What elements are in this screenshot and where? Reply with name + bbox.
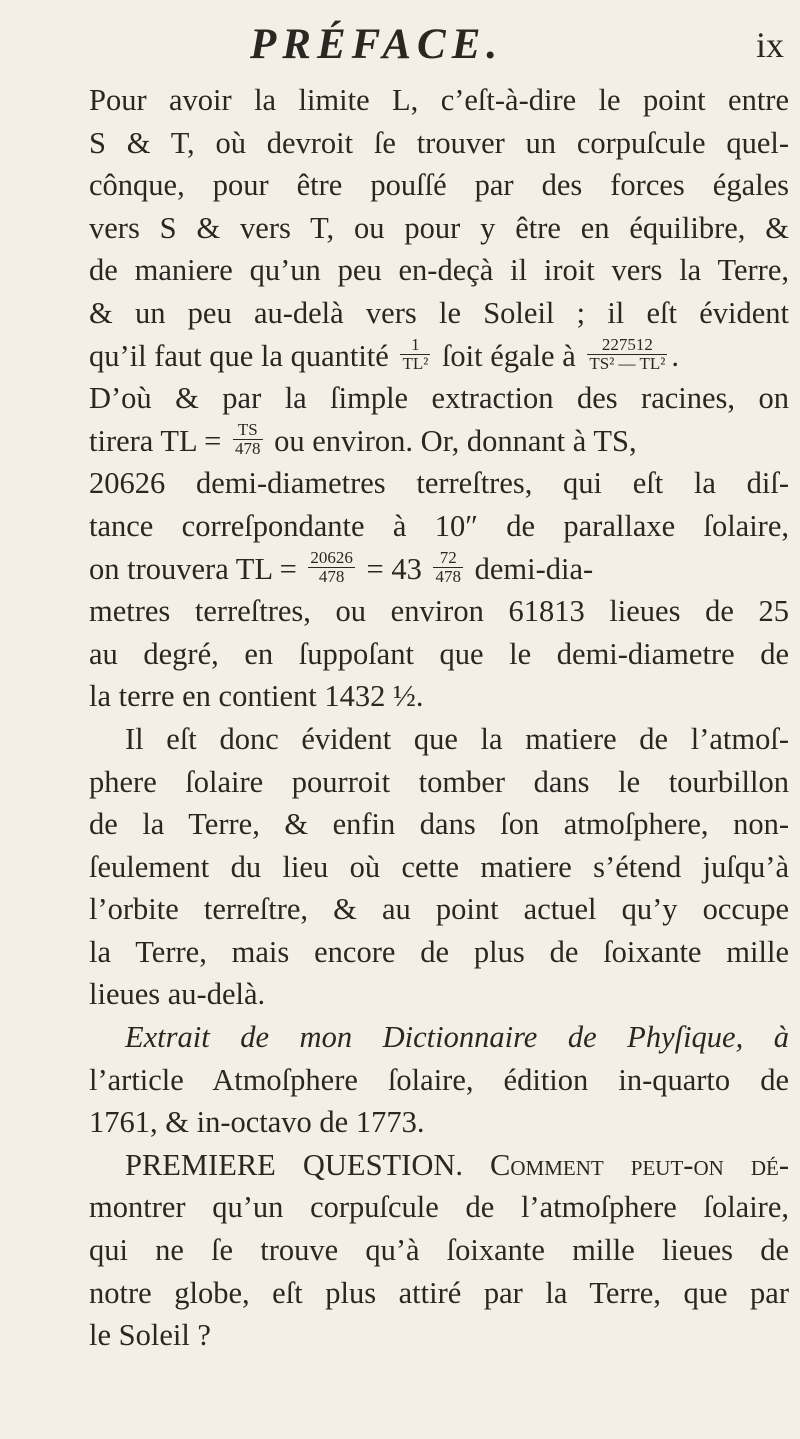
fraction-denominator: TL² <box>402 354 429 374</box>
formula-text: = 43 <box>366 551 422 586</box>
fraction <box>433 549 463 586</box>
text-line: S & T, où devroit ſe trouver un corpuſcule quel- <box>89 125 789 160</box>
text-line: la Terre, mais encore de plus de ſoixante mille <box>89 934 789 969</box>
page-number: ix <box>755 25 784 65</box>
text-line: ſeulement du lieu où cette matiere s’étend juſqu’à <box>89 849 789 884</box>
text-line: notre globe, eſt plus attiré par la Terre, que par <box>89 1275 789 1310</box>
text-line: montrer qu’un corpuſcule de l’atmoſphere ſolaire, <box>89 1190 789 1225</box>
text-line: lieues au-delà. <box>89 977 266 1012</box>
fraction-numerator: 72 <box>433 549 463 568</box>
formula-line <box>89 548 789 591</box>
source-citation-line: 1761, & in-octavo de 1773. <box>89 1105 425 1140</box>
fraction-denominator: 478 <box>435 567 461 587</box>
text-line: au degré, en ſuppoſant que le demi-diametre de <box>89 636 789 671</box>
text-line: D’où & par la ſimple extraction des racines, on <box>89 381 789 416</box>
text-line: phere ſolaire pourroit tomber dans le tourbillon <box>89 764 789 799</box>
formula-line <box>89 335 789 378</box>
formula-text: . <box>671 338 679 373</box>
text-line: la terre en contient 1432 ½. <box>89 679 424 714</box>
text-line: Pour avoir la limite L, c’eſt-à-dire le point entre <box>89 83 789 117</box>
question-heading-line: PREMIERE QUESTION. Comment peut-on dé- <box>125 1147 789 1182</box>
formula-text: ſoit égale à <box>441 338 576 373</box>
fraction-denominator: 478 <box>235 439 261 459</box>
fraction-numerator: 227512 <box>587 336 667 355</box>
fraction <box>400 336 430 373</box>
fraction <box>587 336 667 373</box>
paragraph-start-line: Il eſt donc évident que la matiere de l’atmoſ- <box>125 721 789 756</box>
text-line: cônque, pour être pouſſé par des forces égales <box>89 168 789 203</box>
formula-text: ou environ. Or, donnant à TS, <box>274 423 637 458</box>
fraction-denominator: 478 <box>318 567 345 587</box>
text-line: le Soleil ? <box>89 1318 211 1353</box>
text-line: qui ne ſe trouve qu’à ſoixante mille lieues de <box>89 1233 789 1268</box>
text-line: metres terreſtres, ou environ 61813 lieues de 25 <box>89 594 789 629</box>
running-title: PRÉFACE. <box>250 21 504 68</box>
fraction <box>233 421 263 458</box>
fraction <box>308 549 355 586</box>
formula-text: demi-dia- <box>474 551 594 586</box>
text-line: l’orbite terreſtre, & au point actuel qu’y occupe <box>89 892 789 927</box>
text-line: 20626 demi-diametres terreſtres, qui eſt la diſ- <box>89 466 789 501</box>
text-line: vers S & vers T, ou pour y être en équilibre, & <box>89 210 789 245</box>
formula-text: on trouvera TL = <box>89 551 297 586</box>
source-citation-line: l’article Atmoſphere ſolaire, édition in-quarto de <box>89 1062 789 1097</box>
fraction-numerator: 20626 <box>310 548 353 568</box>
formula-text: tirera TL = <box>89 423 222 458</box>
source-citation-line: Extrait de mon Dictionnaire de Phyſique, à <box>125 1020 789 1055</box>
fraction-numerator: TS <box>233 421 263 440</box>
text-line: de la Terre, & enfin dans ſon atmoſphere, non- <box>89 807 789 842</box>
fraction-denominator: TS² — TL² <box>589 354 666 374</box>
text-line: & un peu au-delà vers le Soleil ; il eſt évident <box>89 295 789 330</box>
formula-line <box>89 420 789 463</box>
formula-text: qu’il faut que la quantité <box>89 338 389 373</box>
fraction-numerator: 1 <box>400 336 430 355</box>
text-line: de maniere qu’un peu en-deçà il iroit vers la Terre, <box>89 253 789 288</box>
body-text <box>89 79 789 1357</box>
text-line: tance correſpondante à 10″ de parallaxe ſolaire, <box>89 508 789 543</box>
page-header <box>0 14 800 84</box>
